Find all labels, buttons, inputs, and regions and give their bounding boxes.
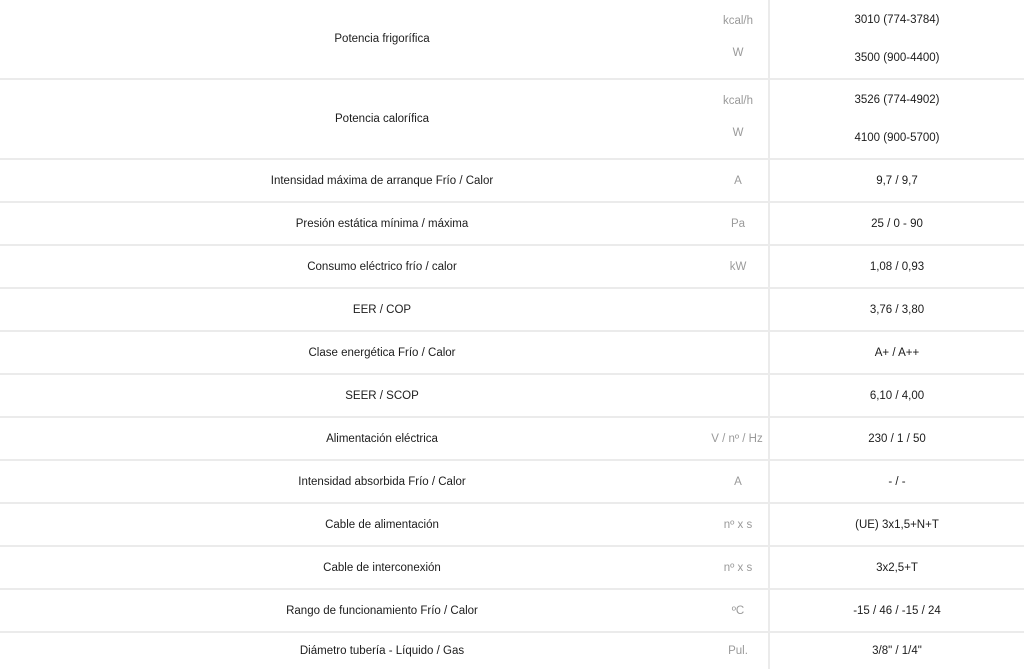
row-unit: A xyxy=(734,174,742,187)
row-unit: nº x s xyxy=(723,518,753,531)
row-unit: W xyxy=(732,47,744,59)
value-cell xyxy=(770,0,1024,78)
row-label: Intensidad máxima de arranque Frío / Calor xyxy=(270,174,494,187)
row-value: - / - xyxy=(888,475,906,488)
row-label: Diámetro tubería - Líquido / Gas xyxy=(299,645,465,657)
row-unit: kcal/h xyxy=(722,95,754,107)
row-label: SEER / SCOP xyxy=(345,389,419,402)
row-value: 3/8" / 1/4" xyxy=(872,645,922,657)
row-label: Presión estática mínima / máxima xyxy=(295,217,469,230)
unit-cell xyxy=(695,15,781,59)
label-cell xyxy=(0,289,768,330)
label-cell xyxy=(0,246,768,287)
table-row xyxy=(0,289,1024,330)
row-value: 4100 (900-5700) xyxy=(854,132,940,144)
label-cell xyxy=(0,0,768,78)
value-cell xyxy=(770,289,1024,330)
row-unit: kW xyxy=(729,260,747,273)
label-cell xyxy=(0,590,768,631)
label-cell xyxy=(0,461,768,502)
value-cell xyxy=(770,246,1024,287)
row-label: Potencia frigorífica xyxy=(334,33,430,45)
row-value: (UE) 3x1,5+N+T xyxy=(855,518,939,531)
label-cell xyxy=(0,504,768,545)
row-value: 9,7 / 9,7 xyxy=(876,174,918,187)
row-label: Alimentación eléctrica xyxy=(326,432,438,445)
label-cell xyxy=(0,547,768,588)
table-row xyxy=(0,547,1024,588)
row-label: Cable de alimentación xyxy=(325,518,439,531)
row-value: 6,10 / 4,00 xyxy=(869,389,925,402)
table-row xyxy=(0,461,1024,502)
label-cell xyxy=(0,418,768,459)
row-label: Cable de interconexión xyxy=(323,561,441,574)
row-value: 3,76 / 3,80 xyxy=(869,303,925,316)
row-value: 230 / 1 / 50 xyxy=(868,432,926,445)
table-row xyxy=(0,246,1024,287)
label-cell xyxy=(0,332,768,373)
row-unit: kcal/h xyxy=(722,15,754,27)
row-value: 3500 (900-4400) xyxy=(854,52,940,64)
row-label: Clase energética Frío / Calor xyxy=(308,346,456,359)
table-row xyxy=(0,0,1024,78)
table-row xyxy=(0,375,1024,416)
label-cell xyxy=(0,160,768,201)
value-cell xyxy=(770,461,1024,502)
label-cell xyxy=(0,633,768,669)
row-label: Consumo eléctrico frío / calor xyxy=(307,260,457,273)
label-cell xyxy=(0,375,768,416)
row-label: Intensidad absorbida Frío / Calor xyxy=(298,475,466,488)
table-row xyxy=(0,504,1024,545)
row-value: A+ / A++ xyxy=(874,346,920,359)
row-unit: ºC xyxy=(731,604,745,617)
row-label: Potencia calorífica xyxy=(335,113,429,125)
value-cell xyxy=(770,332,1024,373)
row-value: 3526 (774-4902) xyxy=(854,94,940,106)
label-cell xyxy=(0,203,768,244)
table-row xyxy=(0,80,1024,158)
row-value: 3010 (774-3784) xyxy=(854,14,940,26)
value-cell xyxy=(770,633,1024,669)
row-unit: A xyxy=(734,475,742,488)
row-unit: Pul. xyxy=(728,645,748,657)
value-cell xyxy=(770,203,1024,244)
row-unit: nº x s xyxy=(723,561,753,574)
value-cell xyxy=(770,547,1024,588)
row-label: Rango de funcionamiento Frío / Calor xyxy=(286,604,478,617)
value-cell xyxy=(770,375,1024,416)
value-cell xyxy=(770,80,1024,158)
row-value: -15 / 46 / -15 / 24 xyxy=(853,604,941,617)
row-unit: V / nº / Hz xyxy=(711,432,763,445)
row-value: 3x2,5+T xyxy=(876,561,918,574)
label-cell xyxy=(0,80,768,158)
row-unit: W xyxy=(732,127,744,139)
table-row xyxy=(0,418,1024,459)
value-cell xyxy=(770,590,1024,631)
table-row xyxy=(0,203,1024,244)
row-label: EER / COP xyxy=(352,303,412,316)
row-value: 25 / 0 - 90 xyxy=(871,217,923,230)
unit-cell xyxy=(695,95,781,139)
table-row xyxy=(0,633,1024,669)
table-row xyxy=(0,332,1024,373)
value-cell xyxy=(770,160,1024,201)
row-unit: Pa xyxy=(730,217,746,230)
table-row xyxy=(0,160,1024,201)
value-cell xyxy=(770,504,1024,545)
table-row xyxy=(0,590,1024,631)
row-value: 1,08 / 0,93 xyxy=(869,260,925,273)
